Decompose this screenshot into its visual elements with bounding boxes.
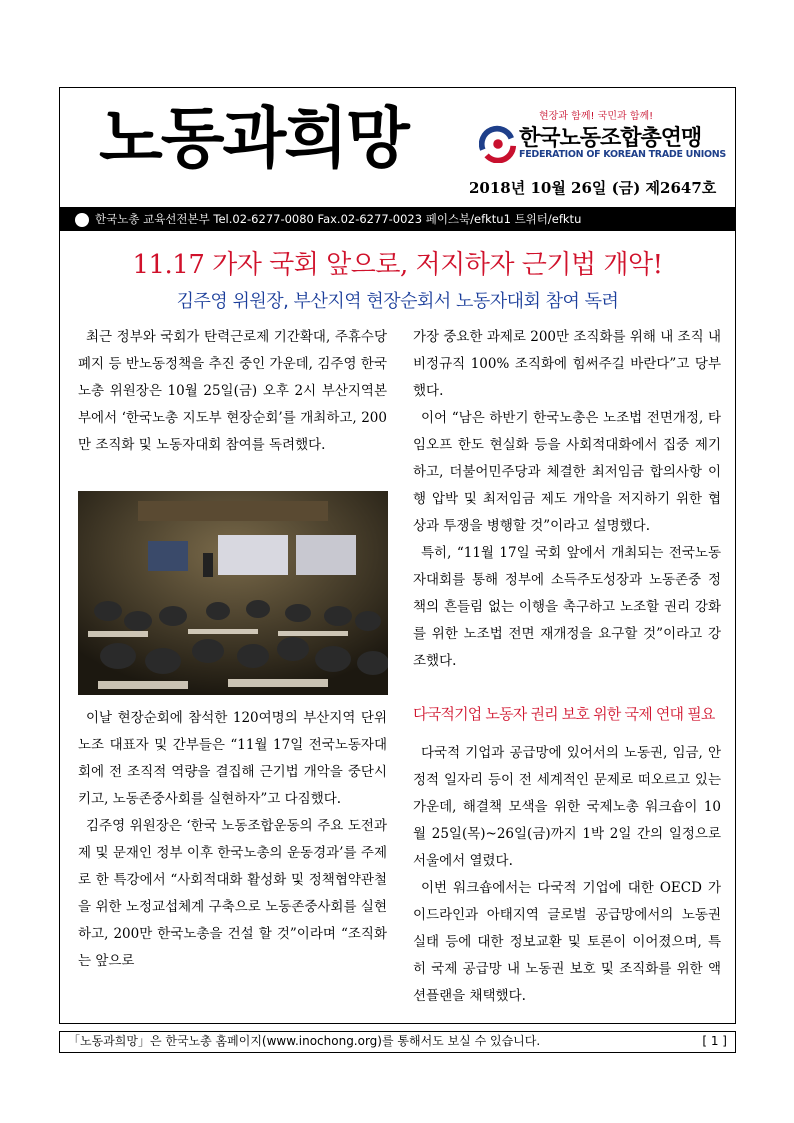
paragraph: 최근 정부와 국회가 탄력근로제 기간확대, 주휴수당 폐지 등 반노동정책을 추진 중인 가운데, 김주영 한국노총 위원장은 10월 25일(금) 오후 2시 부산지역본부에서 ‘한국노총 지도부 현장순회’를 개최하고, 200만 조직화 및 노동자대회 참여를 독려했다.	[78, 329, 387, 453]
paragraph: 이날 현장순회에 참석한 120여명의 부산지역 단위노조 대표자 및 간부들은 “11월 17일 전국노동자대회에 전 조직적 역량을 결집해 근기법 개악을 중단시키고, 노동존중사회를 실현하자”고 다짐했다.	[78, 710, 387, 807]
article-right-bottom	[413, 740, 721, 1010]
article-right-top	[413, 324, 721, 675]
issue-date: 2018년 10월 26일 (금) 제2647호	[469, 179, 717, 197]
contact-text: 한국노총 교육선전본부 Tel.02-6277-0080 Fax.02-6277-0023 페이스북/efktu1 트위터/efktu	[95, 212, 582, 226]
subhead: 김주영 위원장, 부산지역 현장순회서 노동자대회 참여 독려	[176, 291, 619, 312]
paragraph: 이어 “남은 하반기 한국노총은 노조법 전면개정, 타임오프 한도 현실화 등을 사회적대화에서 집중 제기하고, 더불어민주당과 체결한 최저임금 합의사항 이행 압박 및 최저임금 제도 개악을 저지하기 위한 협상과 투쟁을 병행할 것”이라고 설명했다.	[413, 410, 721, 534]
kftu-small-logo-icon	[75, 213, 89, 227]
paper-title: 노동과희망	[99, 99, 408, 177]
headline: 11.17 가자 국회 앞으로, 저지하자 근기법 개악!	[132, 250, 663, 280]
footer	[59, 1031, 736, 1053]
photo-illustration	[78, 491, 388, 695]
event-photo	[78, 491, 388, 695]
footer-text: 「노동과희망」은 한국노총 홈페이지(www.inochong.org)를 통해서도 보실 수 있습니다.	[68, 1034, 541, 1048]
org-slogan: 현장과 함께! 국민과 함께!	[539, 111, 654, 122]
article-left-bottom	[78, 705, 387, 975]
paragraph: 김주영 위원장은 ‘한국 노동조합운동의 주요 도전과제 및 문재인 정부 이후 한국노총의 운동경과’를 주제로 한 특강에서 “사회적대화 활성화 및 정책협약관철을 위한 노정교섭체계 구축으로 노동존중사회를 실현하고, 200만 한국노총을 건설 할 것”이라며 “조직화는 앞으로	[78, 818, 387, 969]
paragraph: 다국적 기업과 공급망에 있어서의 노동권, 임금, 안정적 일자리 등이 전 세계적인 문제로 떠오르고 있는 가운데, 해결책 모색을 위한 국제노총 워크숍이 10월 25일(목)~26일(금)까지 1박 2일 간의 일정으로 서울에서 열렸다.	[413, 745, 721, 869]
section-heading: 다국적기업 노동자 권리 보호 위한 국제 연대 필요	[413, 705, 715, 723]
org-block	[469, 107, 731, 160]
paragraph: 가장 중요한 과제로 200만 조직화를 위해 내 조직 내 비정규직 100% 조직화에 힘써주길 바란다”고 당부했다.	[413, 329, 721, 399]
masthead	[59, 87, 736, 207]
paragraph: 이번 워크숍에서는 다국적 기업에 대한 OECD 가이드라인과 아태지역 글로벌 공급망에서의 노동권 실태 등에 대한 정보교환 및 토론이 이어졌으며, 특히 국제 공급망 내 노동권 보호 및 조직화를 위한 액션플랜을 채택했다.	[413, 880, 721, 1004]
paragraph: 특히, “11월 17일 국회 앞에서 개최되는 전국노동자대회를 통해 정부에 소득주도성장과 노동존중 정책의 흔들림 없는 이행을 촉구하고 노조할 권리 강화를 위한 노조법 전면 재개정을 요구할 것”이라고 강조했다.	[413, 545, 721, 669]
org-name: 한국노동조합총연맹	[519, 126, 702, 151]
page-number: [ 1 ]	[702, 1034, 727, 1048]
contact-bar	[59, 207, 736, 231]
article-left-top	[78, 324, 387, 459]
kftu-logo-icon	[479, 125, 517, 163]
org-name-en: FEDERATION OF KOREAN TRADE UNIONS	[519, 149, 726, 160]
